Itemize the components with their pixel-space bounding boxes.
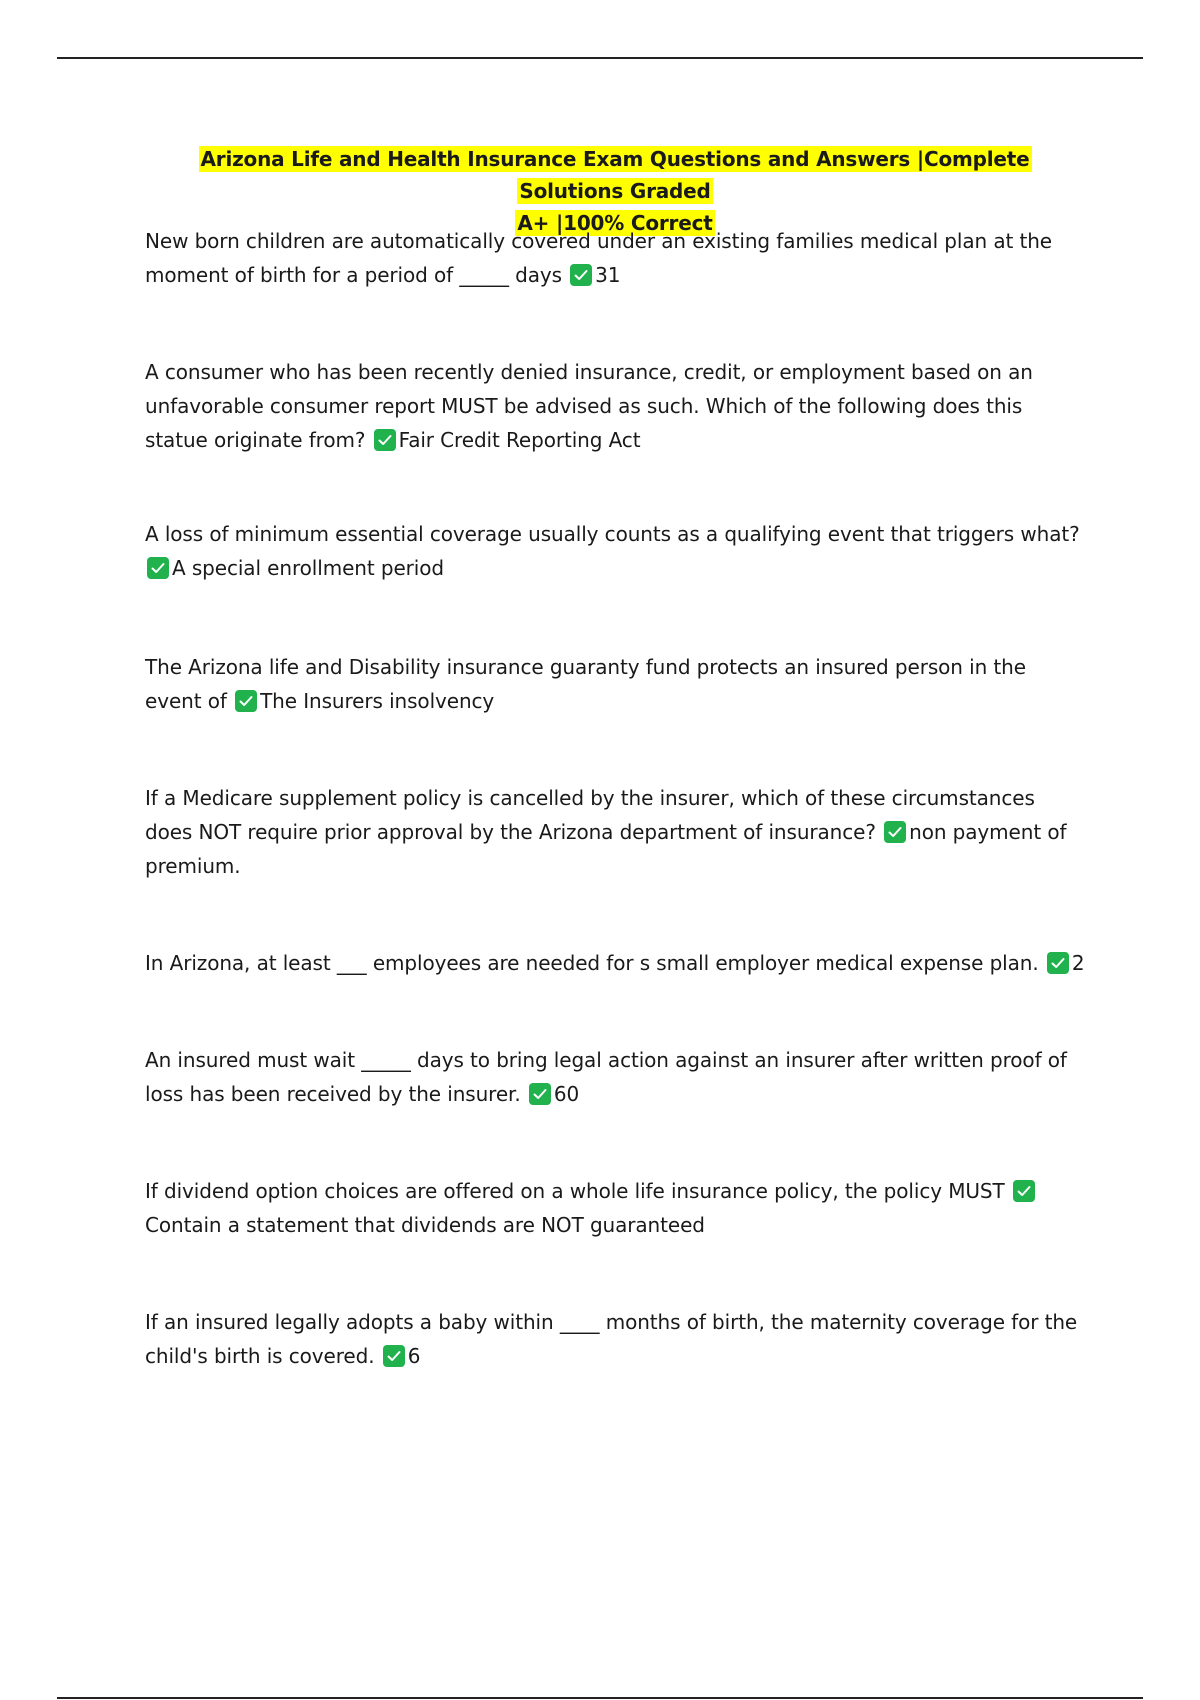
qa-item [145,781,1085,883]
answer-text: non payment of premium. [145,820,1067,878]
answer-text: 2 [1071,951,1085,975]
question-text: An insured must wait _____ days to bring legal action against an insurer after written proof of loss has been received by the insurer. [145,1048,1067,1106]
answer-text: A special enrollment period [172,556,444,580]
question-text: The Arizona life and Disability insurance guaranty fund protects an insured person in the event of [145,655,1026,713]
check-mark-icon [374,429,396,451]
qa-item [145,1174,1085,1242]
question-text: A consumer who has been recently denied insurance, credit, or employment based on an unfavorable consumer report MUST be advised as such. Which of the following does this statue originate from? [145,360,1033,452]
check-mark-icon [1047,952,1069,974]
check-mark-icon [383,1345,405,1367]
question-text: A loss of minimum essential coverage usually counts as a qualifying event that triggers what? [145,522,1080,546]
bottom-rule [57,1697,1143,1699]
qa-item [145,1305,1085,1373]
qa-item [145,1043,1085,1111]
answer-text: 60 [553,1082,580,1106]
check-mark-icon [1013,1180,1035,1202]
answer-text: Fair Credit Reporting Act [398,428,641,452]
qa-item [145,650,1085,718]
answer-text: The Insurers insolvency [260,689,495,713]
question-text: In Arizona, at least ___ employees are needed for s small employer medical expense plan. [145,951,1045,975]
question-text: New born children are automatically covered under an existing families medical plan at the moment of birth for a period of _____ days [145,229,1053,287]
question-text: If dividend option choices are offered on a whole life insurance policy, the policy MUST [145,1179,1011,1203]
check-mark-icon [884,821,906,843]
qa-item [145,224,1085,292]
check-mark-icon [570,264,592,286]
title-line-2: A+ |100% Correct [517,211,713,235]
answer-text: 31 [595,263,621,287]
question-text: If a Medicare supplement policy is cancelled by the insurer, which of these circumstances does NOT require prior approval by the Arizona department of insurance? [145,786,1035,844]
check-mark-icon [235,690,257,712]
check-mark-icon [529,1083,551,1105]
top-rule [57,57,1143,59]
qa-item [145,946,1085,980]
answer-text: Contain a statement that dividends are NOT guaranteed [145,1213,705,1237]
check-mark-icon [147,557,169,579]
question-text: If an insured legally adopts a baby within ____ months of birth, the maternity coverage for the child's birth is covered. [145,1310,1078,1368]
answer-text: 6 [407,1344,421,1368]
title-line-1: Arizona Life and Health Insurance Exam Questions and Answers |Complete Solutions Graded [200,147,1030,203]
qa-item [145,355,1085,457]
qa-item [145,517,1085,585]
